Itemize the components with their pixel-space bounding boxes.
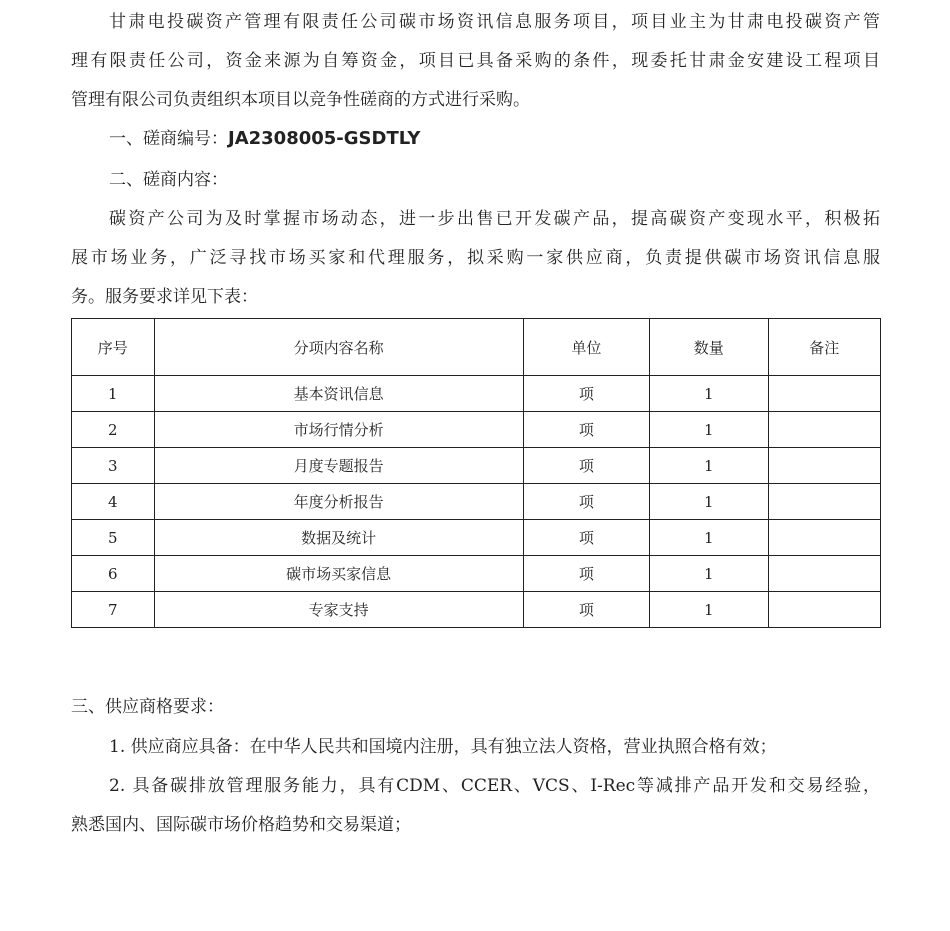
header-remarks: 备注	[768, 319, 880, 376]
cell-item-name: 碳市场买家信息	[154, 556, 523, 592]
section-1-label: 一、磋商编号：	[109, 129, 228, 149]
cell-item-name: 专家支持	[154, 592, 523, 628]
cell-index: 1	[72, 376, 155, 412]
header-index: 序号	[72, 319, 155, 376]
section-2-line-3: 务。服务要求详见下表：	[71, 287, 258, 307]
table-row	[72, 556, 881, 592]
table-row	[72, 448, 881, 484]
table-row	[72, 376, 881, 412]
cell-unit: 项	[523, 412, 649, 448]
cell-index: 4	[72, 484, 155, 520]
cell-unit: 项	[523, 376, 649, 412]
intro-line-2: 理有限责任公司，资金来源为自筹资金，项目已具备采购的条件，现委托甘肃金安建设工程项目	[71, 51, 880, 71]
section-3-heading: 三、供应商格要求：	[71, 697, 224, 717]
cell-unit: 项	[523, 484, 649, 520]
intro-line-3: 管理有限公司负责组织本项目以竞争性磋商的方式进行采购。	[71, 90, 530, 110]
cell-item-name: 年度分析报告	[154, 484, 523, 520]
service-requirements-table	[71, 318, 881, 628]
cell-quantity: 1	[650, 484, 768, 520]
cell-index: 3	[72, 448, 155, 484]
section-1-heading	[109, 126, 880, 152]
cell-unit: 项	[523, 556, 649, 592]
cell-quantity: 1	[650, 592, 768, 628]
cell-unit: 项	[523, 520, 649, 556]
section-2-heading: 二、磋商内容：	[109, 170, 228, 190]
table-row	[72, 484, 881, 520]
cell-item-name: 月度专题报告	[154, 448, 523, 484]
intro-line-1: 甘肃电投碳资产管理有限责任公司碳市场资讯信息服务项目，项目业主为甘肃电投碳资产管	[109, 12, 880, 32]
cell-quantity: 1	[650, 412, 768, 448]
section-2-line-1: 碳资产公司为及时掌握市场动态，进一步出售已开发碳产品，提高碳资产变现水平，积极拓	[109, 209, 880, 229]
cell-remarks	[768, 592, 880, 628]
cell-remarks	[768, 520, 880, 556]
cell-quantity: 1	[650, 376, 768, 412]
requirement-2-line-2: 熟悉国内、国际碳市场价格趋势和交易渠道；	[71, 815, 411, 835]
table-row	[72, 412, 881, 448]
cell-item-name: 市场行情分析	[154, 412, 523, 448]
cell-remarks	[768, 484, 880, 520]
cell-remarks	[768, 376, 880, 412]
cell-index: 7	[72, 592, 155, 628]
header-unit: 单位	[523, 319, 649, 376]
header-item-name: 分项内容名称	[154, 319, 523, 376]
cell-index: 2	[72, 412, 155, 448]
cell-remarks	[768, 448, 880, 484]
cell-unit: 项	[523, 592, 649, 628]
cell-quantity: 1	[650, 556, 768, 592]
section-2-line-2: 展市场业务，广泛寻找市场买家和代理服务，拟采购一家供应商，负责提供碳市场资讯信息服	[71, 248, 880, 268]
header-quantity: 数量	[650, 319, 768, 376]
table-row	[72, 520, 881, 556]
cell-remarks	[768, 556, 880, 592]
cell-item-name: 基本资讯信息	[154, 376, 523, 412]
cell-quantity: 1	[650, 448, 768, 484]
cell-quantity: 1	[650, 520, 768, 556]
cell-index: 6	[72, 556, 155, 592]
cell-unit: 项	[523, 448, 649, 484]
table-row	[72, 592, 881, 628]
requirement-2-line-1: 2. 具备碳排放管理服务能力，具有CDM、CCER、VCS、I-Rec等减排产品开发和交易经验，	[109, 776, 880, 796]
cell-remarks	[768, 412, 880, 448]
cell-index: 5	[72, 520, 155, 556]
requirement-1: 1. 供应商应具备：在中华人民共和国境内注册，具有独立法人资格，营业执照合格有效；	[109, 737, 777, 757]
cell-item-name: 数据及统计	[154, 520, 523, 556]
table-header-row	[72, 319, 881, 376]
tender-number: JA2308005-GSDTLY	[228, 128, 421, 149]
